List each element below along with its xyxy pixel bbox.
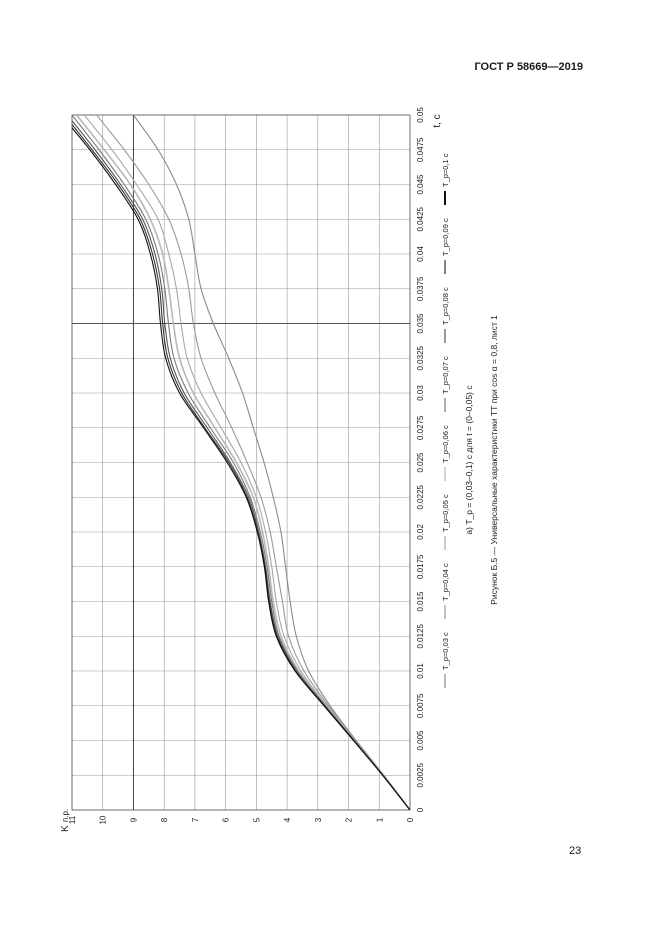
y-tick-label: 8 [160, 817, 170, 823]
x-axis-ticks [416, 107, 425, 813]
legend-label: T_p=0,06 с [441, 425, 450, 463]
x-tick-label: 0.04 [416, 246, 425, 262]
x-tick-label: 0.0425 [416, 207, 425, 232]
y-tick-label: 6 [221, 817, 231, 823]
y-tick-label: 1 [375, 817, 385, 823]
x-tick-label: 0.05 [416, 107, 425, 123]
y-tick-label: 2 [344, 817, 354, 823]
document-code: ГОСТ Р 58669—2019 [474, 61, 583, 73]
legend-label: T_p=0,05 с [441, 494, 450, 532]
legend-label: T_p=0,04 с [441, 563, 450, 601]
legend-label: T_p=0,08 с [441, 287, 450, 325]
x-tick-label: 0.03 [416, 385, 425, 401]
y-tick-label: 3 [313, 817, 323, 823]
y-tick-label: 10 [98, 815, 108, 825]
legend-label: T_p=0,09 с [441, 218, 450, 256]
y-tick-label: 0 [406, 817, 415, 823]
y-axis-ticks [68, 815, 415, 824]
x-tick-label: 0.0325 [416, 346, 425, 371]
chart-legend [441, 153, 450, 688]
figure-caption: Рисунок Б.5 — Универсальные характеристики ТТ при cos α = 0,8, лист 1 [489, 315, 499, 605]
x-tick-label: 0.0225 [416, 485, 425, 510]
x-tick-label: 0.02 [416, 524, 425, 540]
x-tick-label: 0.01 [416, 663, 425, 679]
x-tick-label: 0.045 [416, 174, 425, 195]
x-tick-label: 0.0175 [416, 554, 425, 579]
x-tick-label: 0.0125 [416, 624, 425, 649]
figure-captions [464, 315, 499, 605]
y-tick-label: 11 [68, 815, 77, 825]
y-tick-label: 7 [190, 817, 200, 823]
y-axis-label: K [60, 825, 71, 832]
figure-subcaption: а) T_p = (0,03–0,1) с для t = (0–0,05) с [464, 385, 474, 535]
x-tick-label: 0.015 [416, 591, 425, 612]
x-tick-label: 0.0025 [416, 763, 425, 788]
y-axis-label-subscript: п.р. [61, 808, 70, 822]
x-tick-label: 0.0375 [416, 276, 425, 301]
x-tick-label: 0.0075 [416, 693, 425, 718]
y-tick-label: 4 [283, 817, 293, 823]
x-tick-label: 0.035 [416, 313, 425, 334]
y-tick-label: 9 [129, 817, 139, 823]
y-tick-label: 5 [252, 817, 262, 823]
x-axis-label: t, с [432, 114, 443, 128]
x-tick-label: 0 [416, 807, 425, 813]
page-number: 23 [569, 845, 582, 857]
x-tick-label: 0.0275 [416, 415, 425, 440]
x-tick-label: 0.025 [416, 452, 425, 473]
x-tick-label: 0.005 [416, 730, 425, 751]
legend-label: T_p=0,1 с [441, 153, 450, 187]
legend-label: T_p=0,03 с [441, 632, 450, 670]
x-tick-label: 0.0475 [416, 137, 425, 162]
legend-label: T_p=0,07 с [441, 356, 450, 394]
